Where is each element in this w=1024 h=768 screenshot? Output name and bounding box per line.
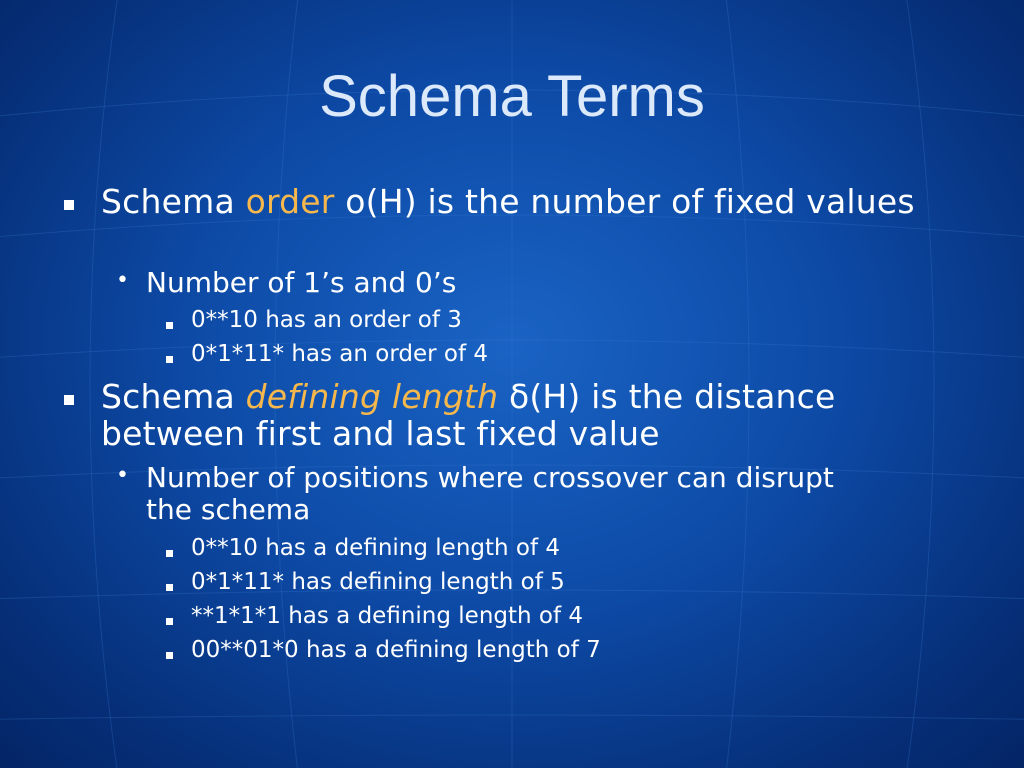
bullet1-text-post: o(H) is the number of fixed values — [334, 182, 915, 221]
term-order: order — [245, 182, 335, 221]
small-square-bullet-icon — [166, 618, 173, 625]
bullet1-text-pre: Schema — [101, 182, 246, 221]
dot-bullet-icon: • — [116, 463, 129, 488]
example-length-2: 0*1*11* has defining length of 5 — [191, 569, 565, 595]
small-square-bullet-icon — [166, 652, 173, 659]
small-square-bullet-icon — [166, 584, 173, 591]
small-square-bullet-icon — [166, 550, 173, 557]
example-order-2: 0*1*11* has an order of 4 — [191, 341, 489, 367]
sub-bullet-defining-length-definition: Number of positions where crossover can disrupt the schema — [146, 461, 834, 526]
small-square-bullet-icon — [166, 356, 173, 363]
example-order-1: 0**10 has an order of 3 — [191, 307, 462, 333]
example-length-3: **1*1*1 has a defining length of 4 — [191, 603, 584, 629]
sub-bullet-order-definition: Number of 1’s and 0’s — [146, 266, 457, 299]
small-square-bullet-icon — [166, 322, 173, 329]
slide-title: Schema Terms — [319, 64, 705, 129]
term-defining-length: defining length — [245, 377, 499, 416]
bullet-defining-length — [101, 378, 981, 452]
square-bullet-icon — [64, 200, 74, 210]
bullet2-text-post: δ(H) is the distance between first and last fixed value — [101, 377, 836, 453]
square-bullet-icon — [64, 395, 74, 405]
example-length-1: 0**10 has a defining length of 4 — [191, 535, 561, 561]
example-length-4: 00**01*0 has a defining length of 7 — [191, 637, 601, 663]
bullet-schema-order — [101, 183, 981, 220]
bullet2-text-pre: Schema — [101, 377, 246, 416]
dot-bullet-icon: • — [116, 268, 129, 293]
